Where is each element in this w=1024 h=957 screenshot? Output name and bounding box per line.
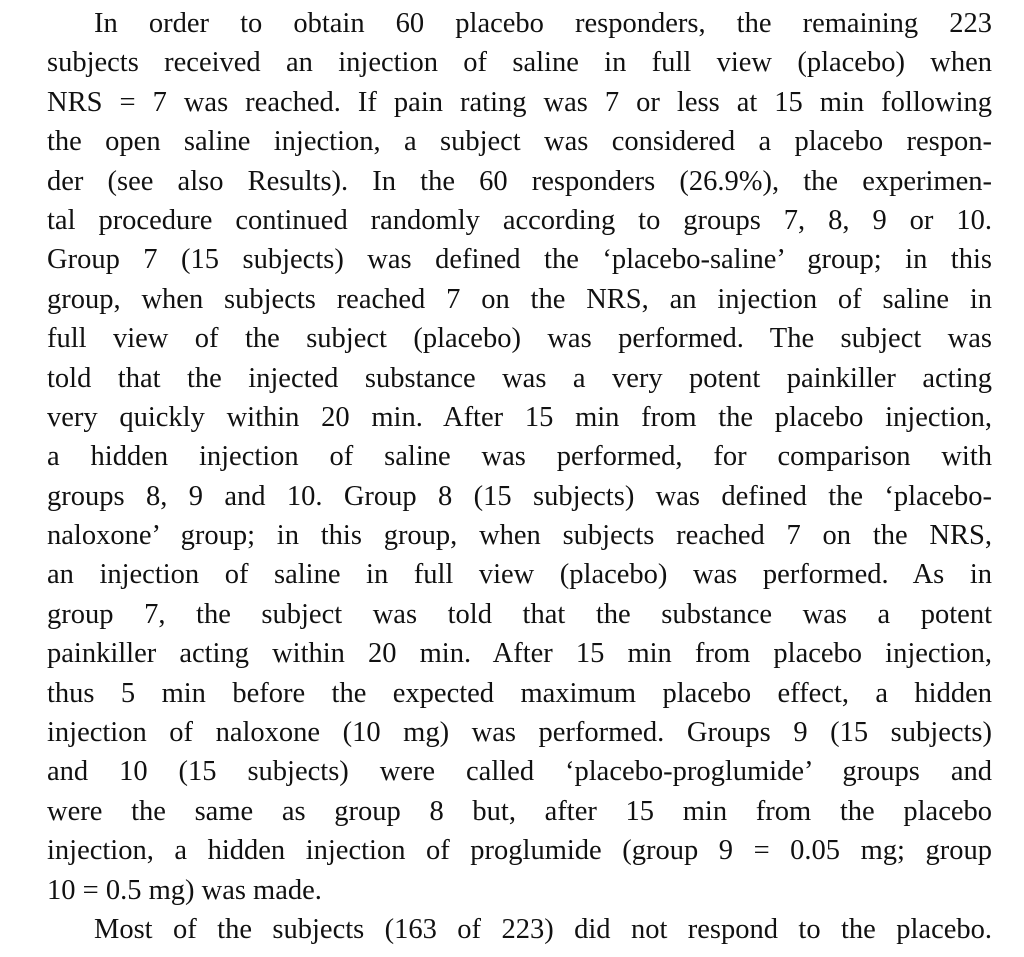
text-line: der (see also Results). In the 60 responders (26.9%), the experimen- (47, 165, 992, 197)
text-line: painkiller acting within 20 min. After 15 min from placebo injection, (47, 638, 992, 670)
text-line: full view of the subject (placebo) was performed. The subject was (47, 323, 992, 355)
text-line: an injection of saline in full view (placebo) was performed. As in (47, 559, 992, 591)
text-line: subjects received an injection of saline in full view (placebo) when (47, 47, 992, 79)
text-line: tal procedure continued randomly according to groups 7, 8, 9 or 10. (47, 204, 992, 236)
text-line: injection, a hidden injection of proglumide (group 9 = 0.05 mg; group (47, 835, 992, 867)
paragraph-2 (47, 910, 992, 949)
text-line: In order to obtain 60 placebo responders, the remaining 223 (94, 8, 992, 39)
body-text (47, 4, 992, 949)
paragraph-1 (47, 4, 992, 910)
text-line: told that the injected substance was a very potent painkiller acting (47, 362, 992, 394)
text-line: groups 8, 9 and 10. Group 8 (15 subjects) was defined the ‘placebo- (47, 480, 992, 512)
text-line: group 7, the subject was told that the substance was a potent (47, 598, 992, 630)
text-line: a hidden injection of saline was performed, for comparison with (47, 441, 992, 473)
text-line: NRS = 7 was reached. If pain rating was 7 or less at 15 min following (47, 86, 992, 118)
text-line: were the same as group 8 but, after 15 min from the placebo (47, 795, 992, 827)
text-line: and 10 (15 subjects) were called ‘placebo-proglumide’ groups and (47, 756, 992, 788)
text-line: 10 = 0.5 mg) was made. (47, 874, 322, 906)
text-line: group, when subjects reached 7 on the NRS, an injection of saline in (47, 283, 992, 315)
text-line: thus 5 min before the expected maximum placebo effect, a hidden (47, 677, 992, 709)
text-line: Group 7 (15 subjects) was defined the ‘placebo-saline’ group; in this (47, 244, 992, 276)
text-line: injection of naloxone (10 mg) was performed. Groups 9 (15 subjects) (47, 717, 992, 749)
text-line: Most of the subjects (163 of 223) did not respond to the placebo. (94, 913, 992, 945)
text-line: naloxone’ group; in this group, when subjects reached 7 on the NRS, (47, 520, 992, 552)
text-line: the open saline injection, a subject was considered a placebo respon- (47, 126, 992, 158)
text-line: very quickly within 20 min. After 15 min from the placebo injection, (47, 401, 992, 433)
